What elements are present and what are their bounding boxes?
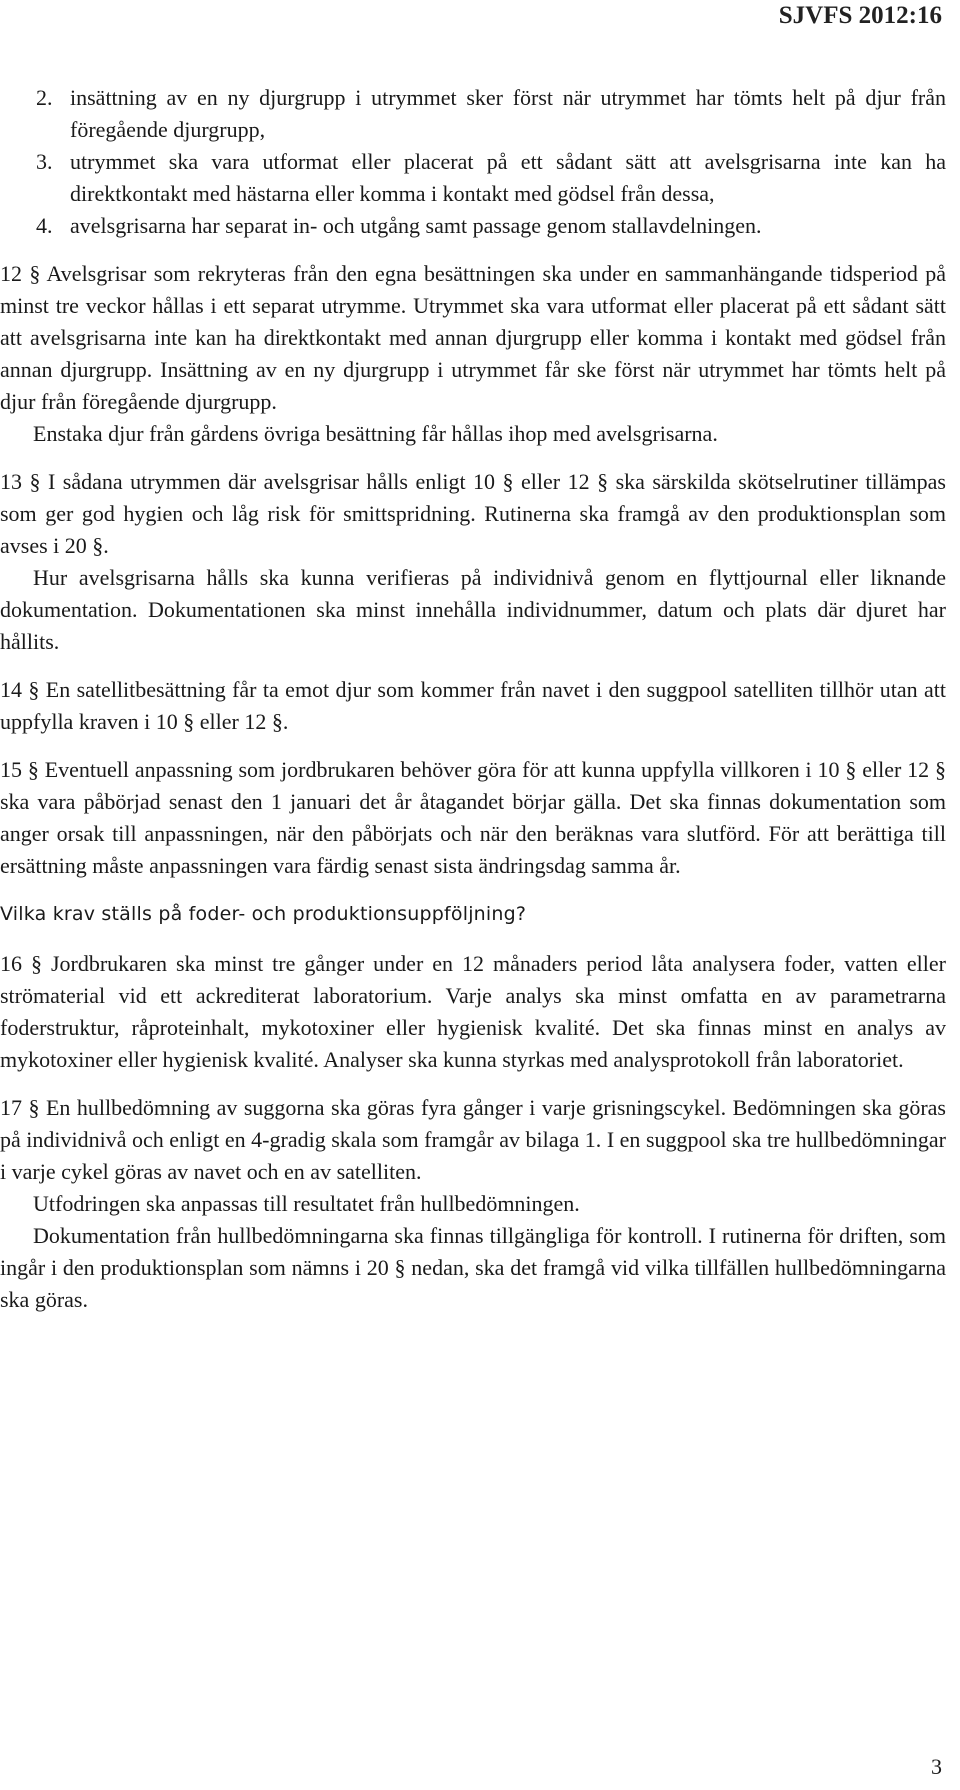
section-17 (0, 1092, 946, 1316)
section-17-paragraph-2: Utfodringen ska anpassas till resultatet från hullbedömningen. (33, 1191, 580, 1216)
list-item-text: avelsgrisarna har separat in- och utgång samt passage genom stallavdelningen. (70, 213, 762, 238)
list-item (0, 146, 946, 210)
section-17-paragraph-1: 17 § En hullbedömning av suggorna ska göras fyra gånger i varje grisningscykel. Bedömningen ska göras på individnivå och enligt en 4-gradig skala som framgår av bilaga 1. I en suggpool ska tre hullbedömningar i varje cykel göras av navet och en av satelliten. (0, 1095, 946, 1184)
condition-list (0, 82, 946, 242)
list-item-text: insättning av en ny djurgrupp i utrymmet sker först när utrymmet har tömts helt på djur från föregående djurgrupp, (70, 85, 946, 142)
section-16-paragraph-1: 16 § Jordbrukaren ska minst tre gånger under en 12 månaders period låta analysera foder, vatten eller strömaterial vid ett ackrediterat laboratorium. Varje analys ska minst omfatta en av parametrarna foderstruktur, råproteinhalt, mykotoxiner eller hygienisk kvalité. Det ska finnas minst en analys av mykotoxiner eller hygienisk kvalité. Analyser ska kunna styrkas med analysprotokoll från laboratoriet. (0, 951, 946, 1072)
list-item-number: 2. (36, 85, 53, 110)
list-item (0, 210, 946, 242)
section-15 (0, 754, 946, 882)
section-17-paragraph-3: Dokumentation från hullbedömningarna ska finnas tillgängliga för kontroll. I rutinerna för driften, som ingår i den produktionsplan som nämns i 20 § nedan, ska det framgå vid vilka tillfällen hullbedömningarna ska göras. (0, 1223, 946, 1312)
section-13 (0, 466, 946, 658)
section-12-paragraph-1: 12 § Avelsgrisar som rekryteras från den egna besättningen ska under en sammanhängande tidsperiod på minst tre veckor hållas i ett separat utrymme. Utrymmet ska vara utformat eller placerat på ett sådant sätt att avelsgrisarna inte kan ha direktkontakt med annan djurgrupp eller komma i kontakt med gödsel från annan djurgrupp. Insättning av en ny djurgrupp i utrymmet får ske först när utrymmet har tömts helt på djur från föregående djurgrupp. (0, 261, 946, 414)
list-item-number: 4. (36, 213, 53, 238)
list-item-text: utrymmet ska vara utformat eller placerat på ett sådant sätt att avelsgrisarna inte kan ha direktkontakt med hästarna eller komma i kontakt med gödsel från dessa, (70, 149, 946, 206)
section-heading: Vilka krav ställs på foder- och produktionsuppföljning? (0, 903, 527, 925)
list-item-number: 3. (36, 149, 53, 174)
section-12 (0, 258, 946, 450)
document-code-header: SJVFS 2012:16 (778, 2, 942, 29)
section-13-paragraph-2: Hur avelsgrisarna hålls ska kunna verifieras på individnivå genom en flyttjournal eller liknande dokumentation. Dokumentationen ska minst innehålla individnummer, datum och plats där djuret har hållits. (0, 565, 946, 654)
section-13-paragraph-1: 13 § I sådana utrymmen där avelsgrisar hålls enligt 10 § eller 12 § ska särskilda skötselrutiner tillämpas som ger god hygien och låg risk för smittspridning. Rutinerna ska framgå av den produktionsplan som avses i 20 §. (0, 469, 946, 558)
section-14-paragraph-1: 14 § En satellitbesättning får ta emot djur som kommer från navet i den suggpool satelliten tillhör utan att uppfylla kraven i 10 § eller 12 §. (0, 677, 946, 734)
section-16 (0, 948, 946, 1076)
list-item (0, 82, 946, 146)
section-12-paragraph-2: Enstaka djur från gårdens övriga besättning får hållas ihop med avelsgrisarna. (33, 421, 718, 446)
document-body (0, 82, 946, 1332)
section-14 (0, 674, 946, 738)
page-number: 3 (931, 1754, 942, 1779)
section-15-paragraph-1: 15 § Eventuell anpassning som jordbrukaren behöver göra för att kunna uppfylla villkoren i 10 § eller 12 § ska vara påbörjad senast den 1 januari det år åtagandet börjar gälla. Det ska finnas dokumentation som anger orsak till anpassningen, när den påbörjats och när den beräknas vara slutförd. För att berättiga till ersättning måste anpassningen vara färdig senast sista ändringsdag samma år. (0, 757, 946, 878)
